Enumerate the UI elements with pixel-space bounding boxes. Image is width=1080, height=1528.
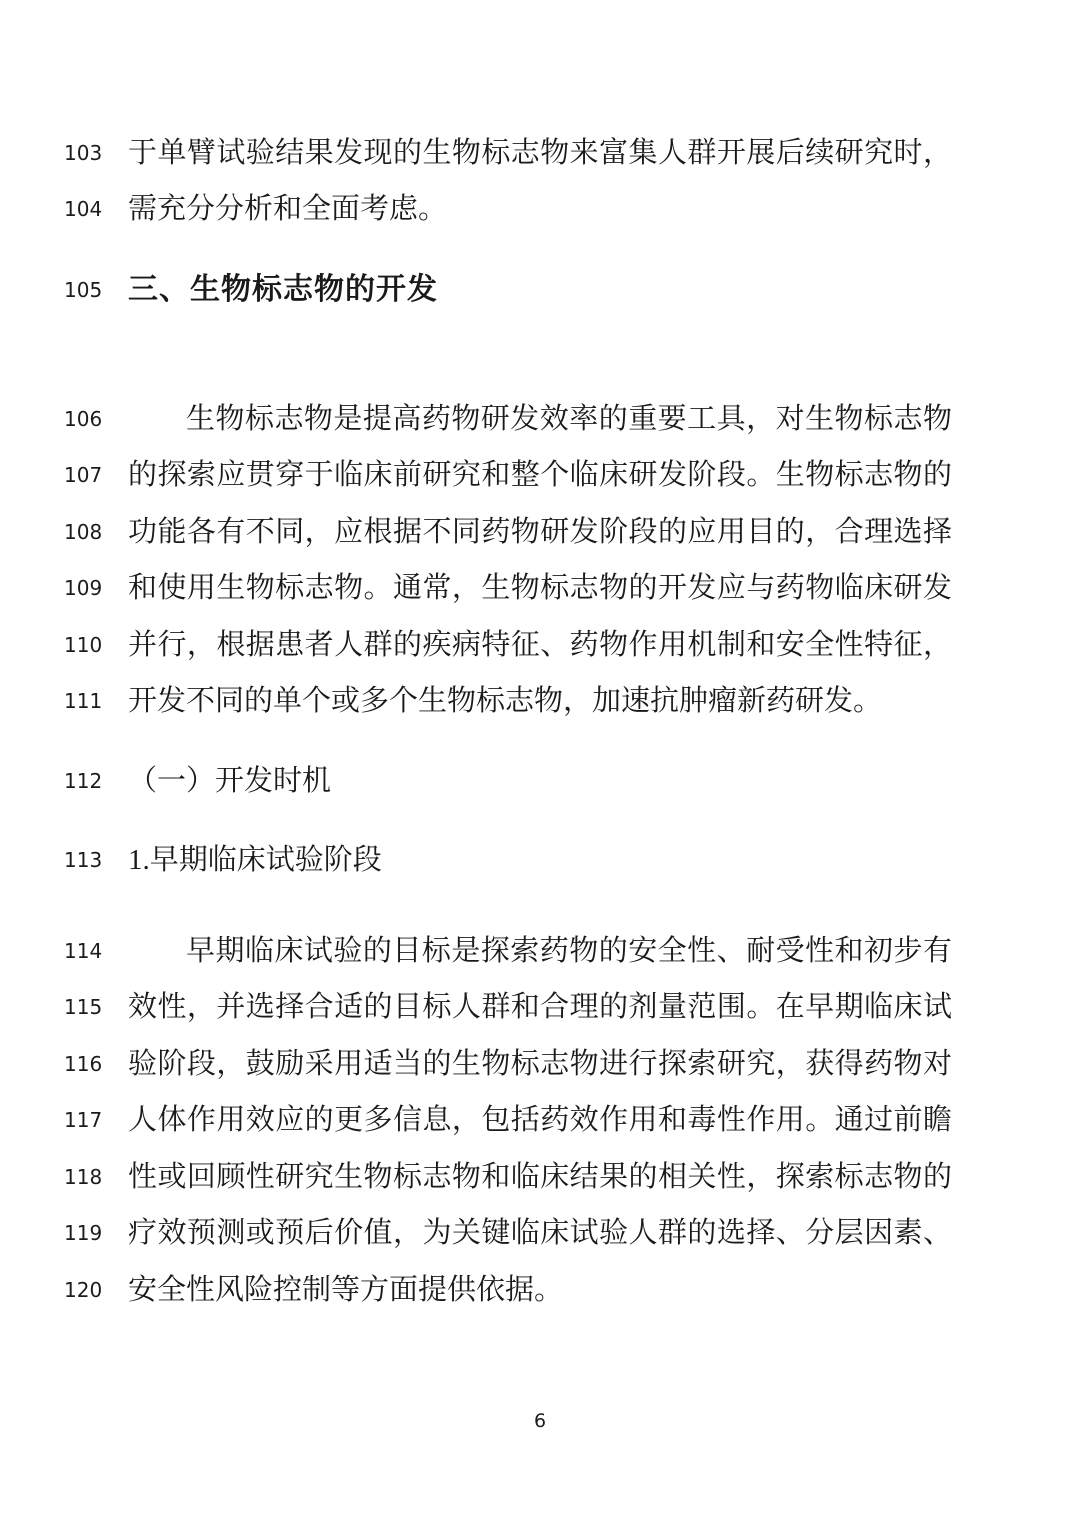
subsection-heading: 1.早期临床试验阶段 <box>128 844 382 876</box>
line-number: 118 <box>64 1165 103 1189</box>
line-number: 120 <box>64 1278 103 1302</box>
line-number: 111 <box>64 689 103 713</box>
line-text: 人体作用效应的更多信息，包括药效作用和毒性作用。通过前瞻 <box>128 1104 952 1136</box>
line-number: 110 <box>64 633 103 657</box>
line-number: 104 <box>64 197 103 221</box>
document-line <box>0 131 1080 175</box>
line-number: 103 <box>64 141 103 165</box>
line-text: 开发不同的单个或多个生物标志物，加速抗肿瘤新药研发。 <box>128 685 883 717</box>
line-text: 于单臂试验结果发现的生物标志物来富集人群开展后续研究时， <box>128 137 952 169</box>
document-line <box>0 566 1080 610</box>
subsection-heading: （一）开发时机 <box>128 765 332 797</box>
document-line <box>0 187 1080 231</box>
line-number: 106 <box>64 407 103 431</box>
line-text: 性或回顾性研究生物标志物和临床结果的相关性，探索标志物的 <box>128 1161 952 1193</box>
line-text: 并行，根据患者人群的疾病特征、药物作用机制和安全性特征， <box>128 629 952 661</box>
line-number: 107 <box>64 463 103 487</box>
document-line <box>0 510 1080 554</box>
document-line <box>0 929 1080 973</box>
document-line <box>0 679 1080 723</box>
page-number: 6 <box>533 1410 547 1432</box>
line-number: 117 <box>64 1108 103 1132</box>
document-line <box>0 1211 1080 1255</box>
document-line <box>0 838 1080 882</box>
document-line <box>0 1268 1080 1312</box>
document-line <box>0 759 1080 803</box>
line-number: 112 <box>64 769 103 793</box>
line-number: 114 <box>64 939 103 963</box>
line-text: 的探索应贯穿于临床前研究和整个临床研发阶段。生物标志物的 <box>128 459 952 491</box>
line-number: 108 <box>64 520 103 544</box>
line-text: 生物标志物是提高药物研发效率的重要工具，对生物标志物 <box>186 403 952 435</box>
line-text: 功能各有不同，应根据不同药物研发阶段的应用目的，合理选择 <box>128 516 952 548</box>
section-heading: 三、生物标志物的开发 <box>128 273 438 306</box>
document-line <box>0 985 1080 1029</box>
document-line <box>0 1098 1080 1142</box>
line-text: 疗效预测或预后价值，为关键临床试验人群的选择、分层因素、 <box>128 1217 952 1249</box>
line-text: 效性，并选择合适的目标人群和合理的剂量范围。在早期临床试 <box>128 991 952 1023</box>
line-number: 116 <box>64 1052 103 1076</box>
document-line <box>0 1155 1080 1199</box>
line-text: 和使用生物标志物。通常，生物标志物的开发应与药物临床研发 <box>128 572 952 604</box>
line-number: 105 <box>64 278 103 302</box>
document-line <box>0 1042 1080 1086</box>
line-text: 需充分分析和全面考虑。 <box>128 193 448 225</box>
document-line <box>0 453 1080 497</box>
line-number: 109 <box>64 576 103 600</box>
document-line <box>0 397 1080 441</box>
line-text: 早期临床试验的目标是探索药物的安全性、耐受性和初步有 <box>186 935 952 967</box>
line-text: 安全性风险控制等方面提供依据。 <box>128 1274 564 1306</box>
document-line <box>0 266 1080 314</box>
line-number: 119 <box>64 1221 103 1245</box>
line-number: 113 <box>64 848 103 872</box>
line-number: 115 <box>64 995 103 1019</box>
line-text: 验阶段，鼓励采用适当的生物标志物进行探索研究，获得药物对 <box>128 1048 952 1080</box>
document-line <box>0 623 1080 667</box>
